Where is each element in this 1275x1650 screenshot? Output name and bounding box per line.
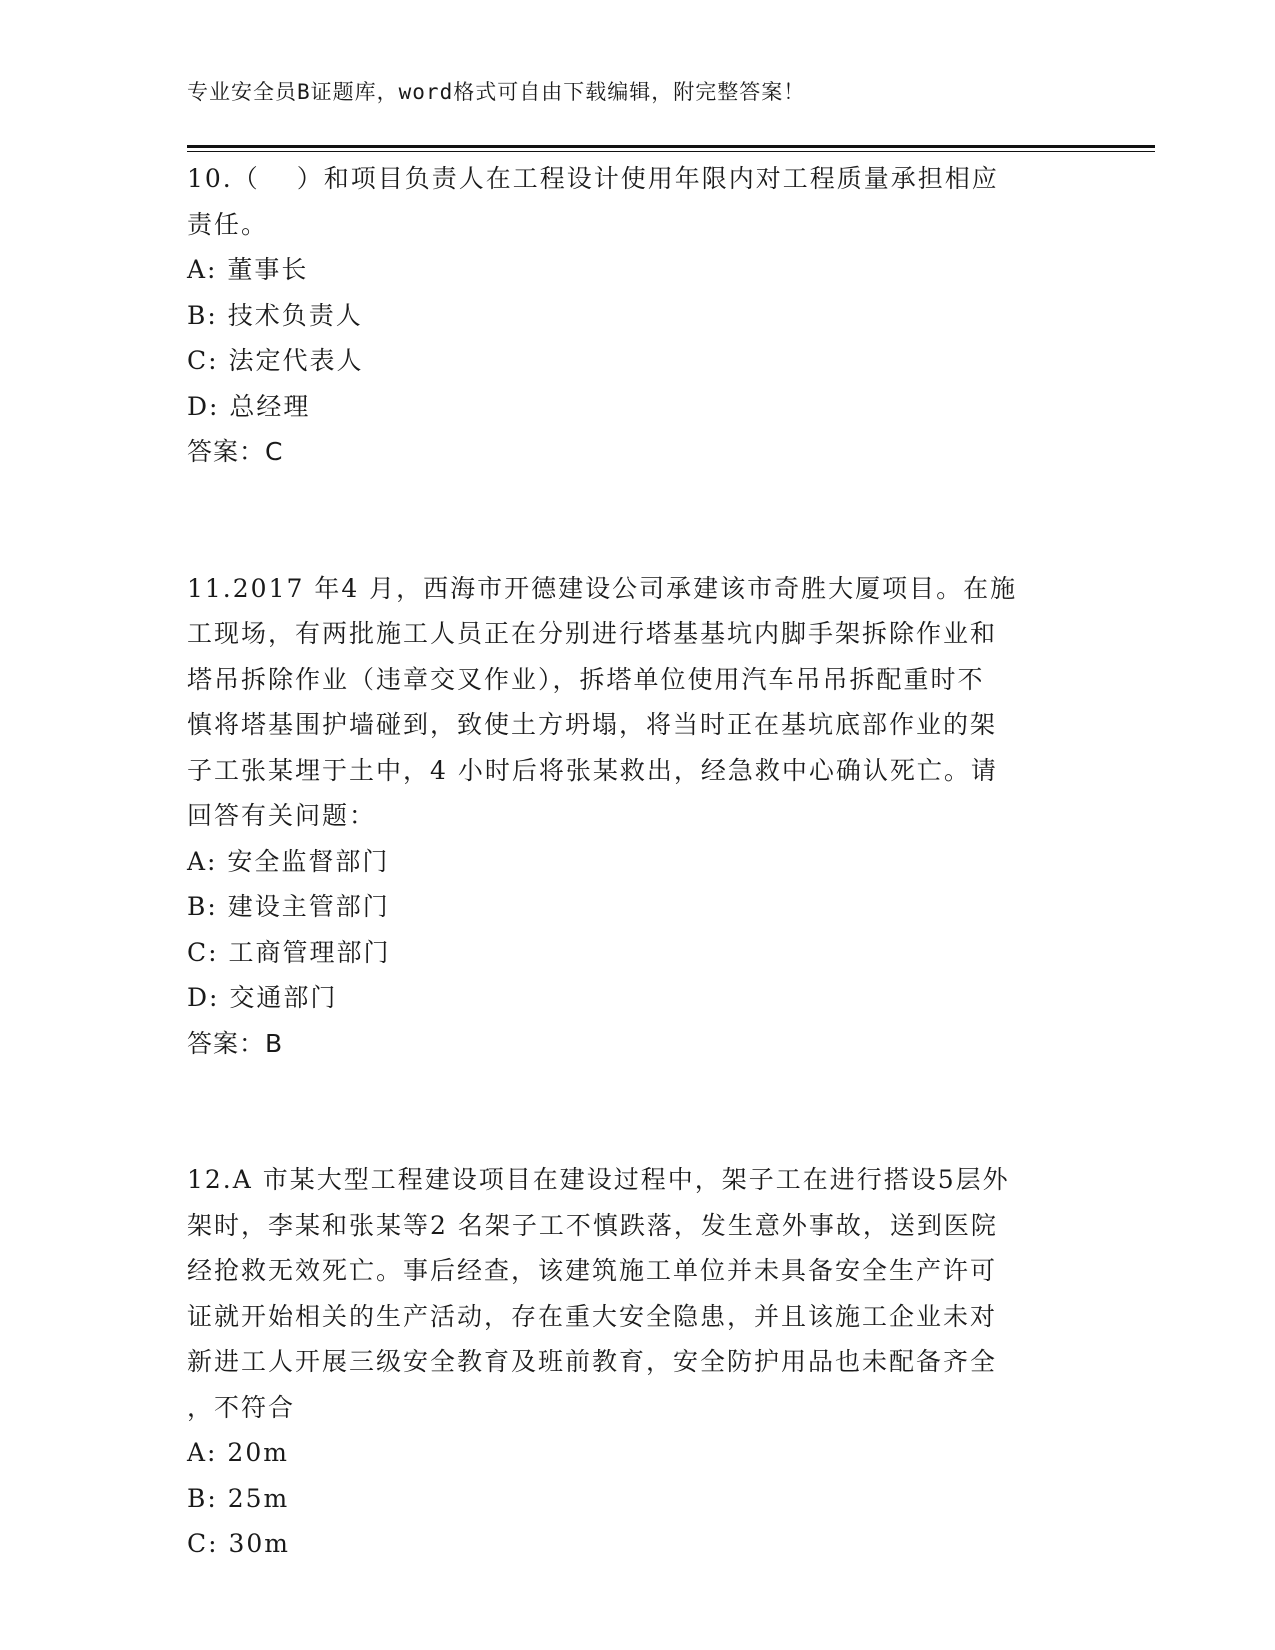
header-rule-thin bbox=[187, 151, 1155, 152]
option-a: A: 董事长 bbox=[187, 255, 309, 284]
question-text-line: 经抢救无效死亡。事后经查，该建筑施工单位并未具备安全生产许可 bbox=[187, 1256, 998, 1285]
question-10 bbox=[187, 156, 1087, 475]
question-text-line: 慎将塔基围护墙碰到，致使土方坍塌，将当时正在基坑底部作业的架 bbox=[187, 710, 998, 739]
question-text-line: 子工张某埋于土中，4 小时后将张某救出，经急救中心确认死亡。请 bbox=[187, 755, 998, 785]
option-d: D: 总经理 bbox=[187, 391, 311, 421]
question-text-line: 架时，李某和张某等2 名架子工不慎跌落，发生意外事故，送到医院 bbox=[187, 1210, 998, 1240]
question-text-line: ，不符合 bbox=[187, 1392, 296, 1422]
question-11 bbox=[187, 566, 1087, 1067]
answer-line: 答案：B bbox=[187, 1028, 284, 1058]
option-b: B: 25m bbox=[187, 1483, 290, 1513]
question-text-line: 证就开始相关的生产活动，存在重大安全隐患，并且该施工企业未对 bbox=[187, 1301, 998, 1331]
question-text-line: 工现场，有两批施工人员正在分别进行塔基基坑内脚手架拆除作业和 bbox=[187, 619, 998, 648]
question-spacer bbox=[187, 475, 1087, 566]
question-text-line: 12.A 市某大型工程建设项目在建设过程中，架子工在进行搭设5层外 bbox=[187, 1165, 1010, 1194]
header-rule-thick bbox=[187, 145, 1155, 148]
option-a: A: 安全监督部门 bbox=[187, 846, 390, 876]
page-header: 专业安全员B证题库，word格式可自由下载编辑，附完整答案！ bbox=[187, 80, 806, 104]
question-text-line: 10.（ ）和项目负责人在工程设计使用年限内对工程质量承担相应 bbox=[187, 164, 999, 193]
question-spacer bbox=[187, 1066, 1087, 1157]
option-b: B: 建设主管部门 bbox=[187, 892, 390, 921]
question-text-line: 回答有关问题： bbox=[187, 801, 377, 830]
option-a: A: 20m bbox=[187, 1438, 289, 1467]
option-c: C: 30m bbox=[187, 1529, 291, 1558]
question-text-line: 新进工人开展三级安全教育及班前教育，安全防护用品也未配备齐全 bbox=[187, 1347, 998, 1376]
question-text-line: 11.2017 年4 月，西海市开德建设公司承建该市奇胜大厦项目。在施 bbox=[187, 573, 1018, 603]
option-c: C: 法定代表人 bbox=[187, 346, 364, 375]
question-12 bbox=[187, 1157, 1087, 1567]
question-list bbox=[187, 156, 1087, 1567]
option-d: D: 交通部门 bbox=[187, 983, 338, 1012]
option-b: B: 技术负责人 bbox=[187, 300, 363, 330]
option-c: C: 工商管理部门 bbox=[187, 937, 391, 967]
question-text-line: 责任。 bbox=[187, 209, 269, 239]
question-text-line: 塔吊拆除作业（违章交叉作业），拆塔单位使用汽车吊吊拆配重时不 bbox=[187, 664, 985, 694]
answer-line: 答案：C bbox=[187, 437, 284, 466]
